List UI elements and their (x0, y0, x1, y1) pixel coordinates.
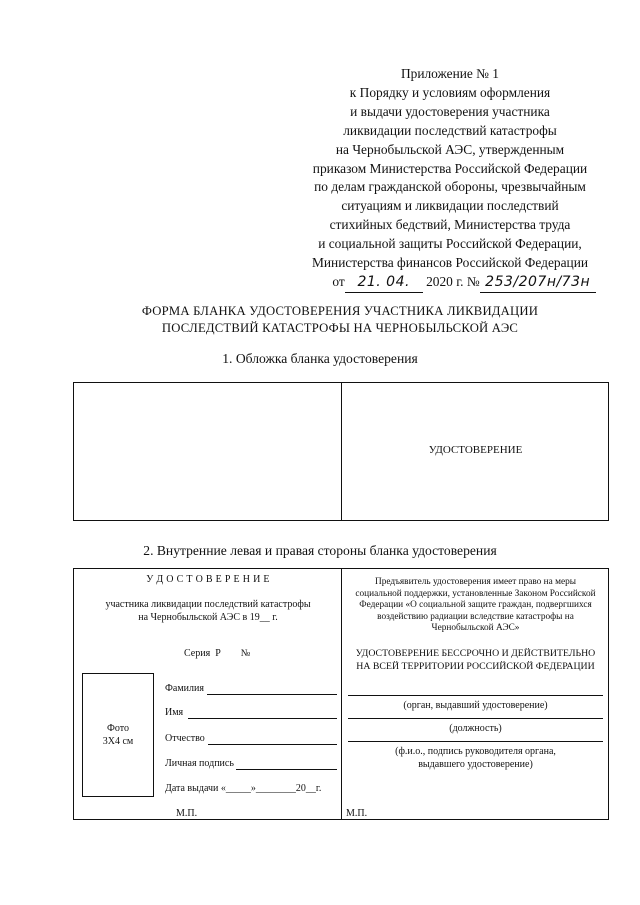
left-stamp-label: М.П. (176, 808, 198, 819)
form-title-line: ПОСЛЕДСТВИЙ КАТАСТРОФЫ НА ЧЕРНОБЫЛЬСКОЙ АЭС (161, 321, 519, 335)
appendix-header (270, 65, 630, 293)
rights-text-line: Федерации «О социальной защите граждан, подвергшихся (359, 600, 592, 611)
order-date-handwritten: 21. 04. (357, 273, 410, 290)
appendix-line: Министерства финансов Российской Федерации (311, 255, 589, 271)
right-stamp-label: М.П. (346, 808, 368, 819)
validity-text (342, 648, 609, 673)
left-page-subtitle-line: на Чернобыльской АЭС в 19__ г. (138, 611, 278, 623)
head-signature-caption (342, 746, 609, 771)
photo-size: 3Х4 см (102, 736, 134, 747)
section1-heading: 1. Обложка бланка удостоверения (222, 351, 418, 366)
position-line (348, 718, 603, 719)
patronymic-label: Отчество (165, 733, 205, 744)
section2-heading: 2. Внутренние левая и правая стороны бланка удостоверения (143, 543, 497, 558)
photo-placeholder (82, 673, 154, 797)
appendix-line: приказом Министерства Российской Федерации (312, 160, 588, 176)
order-year: 2020 г. № (426, 273, 480, 289)
head-signature-line (348, 741, 603, 742)
position-caption: (должность) (449, 723, 502, 734)
form-title (60, 303, 620, 337)
left-page-title: У Д О С Т О В Е Р Е Н И Е (146, 574, 270, 585)
order-date-line (298, 273, 630, 293)
appendix-line: ситуациям и ликвидации последствий (341, 198, 559, 214)
name-label: Имя (165, 707, 184, 718)
series-row (184, 648, 250, 659)
form-title-line: ФОРМА БЛАНКА УДОСТОВЕРЕНИЯ УЧАСТНИКА ЛИКВИДАЦИИ (141, 304, 539, 318)
appendix-title: Приложение № 1 (400, 66, 500, 81)
patronymic-line (208, 744, 337, 745)
validity-text-line: УДОСТОВЕРЕНИЕ БЕССРОЧНО И ДЕЙСТВИТЕЛЬНО (355, 648, 596, 659)
appendix-line: ликвидации последствий катастрофы (343, 122, 557, 138)
photo-label: Фото (106, 723, 129, 734)
appendix-line: по делам гражданской обороны, чрезвычайным (314, 179, 586, 195)
head-signature-caption-line: выдавшего удостоверение) (418, 758, 533, 770)
left-page-subtitle-line: участника ликвидации последствий катастрофы (105, 599, 311, 610)
order-number-handwritten: 253/207н/73н (485, 273, 591, 290)
surname-line (207, 694, 337, 695)
appendix-line: и выдачи удостоверения участника (350, 103, 550, 119)
series-value: Р (215, 648, 221, 659)
head-signature-caption-line: (ф.и.о., подпись руководителя органа, (395, 746, 556, 757)
appendix-line: на Чернобыльской АЭС, утвержденным (335, 141, 565, 157)
order-date-prefix: от (332, 273, 345, 289)
appendix-line: стихийных бедствий, Министерства труда (329, 217, 571, 233)
rights-text-line: социальной поддержки, установленные Законом Российской (355, 588, 596, 599)
rights-text (342, 577, 609, 635)
surname-label: Фамилия (165, 683, 204, 694)
number-label: № (240, 648, 251, 659)
rights-text-line: Чернобыльской АЭС» (431, 623, 520, 634)
series-label: Серия (184, 648, 211, 659)
issuing-authority-caption: (орган, выдавший удостоверение) (403, 700, 548, 711)
issue-date-label: Дата выдачи «_____»________20__г. (165, 783, 322, 794)
left-page-subtitle (75, 599, 341, 624)
signature-label: Личная подпись (165, 758, 234, 769)
validity-text-line: НА ВСЕЙ ТЕРРИТОРИИ РОССИЙСКОЙ ФЕДЕРАЦИИ (356, 660, 595, 672)
rights-text-line: Предъявитель удостоверения имеет право на меры (375, 577, 576, 587)
appendix-line: и социальной защиты Российской Федерации, (318, 236, 582, 252)
issuing-authority-line (348, 695, 603, 696)
appendix-line: к Порядку и условиям оформления (349, 84, 551, 100)
rights-text-line: воздействию радиации вследствие катастрофы на (377, 611, 574, 622)
cover-title: УДОСТОВЕРЕНИЕ (428, 444, 523, 456)
signature-line (236, 769, 337, 770)
name-line (188, 718, 337, 719)
